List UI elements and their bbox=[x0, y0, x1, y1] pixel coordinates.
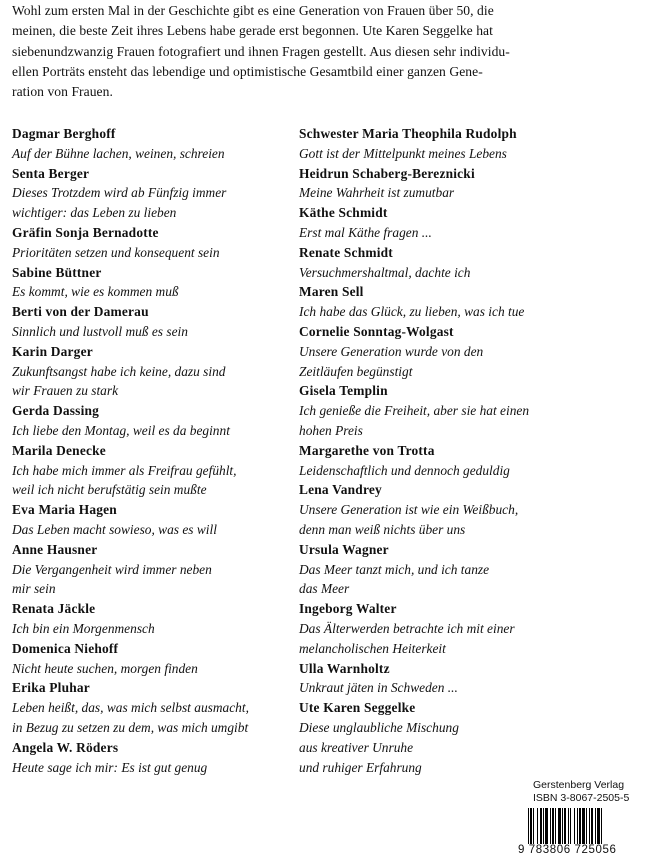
contributor-name: Margarethe von Trotta bbox=[299, 442, 435, 458]
contributor-quote bbox=[299, 302, 644, 322]
quote-line: Heute sage ich mir: Es ist gut genug bbox=[12, 759, 208, 775]
contributor-quote bbox=[12, 322, 292, 342]
quote-line: weil ich nicht berufstätig sein mußte bbox=[12, 482, 207, 498]
contributor-entry bbox=[299, 659, 644, 699]
quote-line: Unkraut jäten in Schweden ... bbox=[299, 680, 458, 696]
contributor-entry bbox=[12, 302, 292, 342]
contributor-quote bbox=[12, 698, 292, 738]
contributor-quote bbox=[299, 560, 644, 600]
quote-line: Unsere Generation ist wie ein Weißbuch, bbox=[299, 502, 519, 518]
quote-line: Es kommt, wie es kommen muß bbox=[12, 284, 179, 300]
right-column bbox=[299, 124, 644, 777]
contributor-name: Gräfin Sonja Bernadotte bbox=[12, 224, 159, 240]
contributor-name: Gerda Dassing bbox=[12, 403, 100, 419]
quote-line: Ich liebe den Montag, weil es da beginnt bbox=[12, 422, 230, 438]
contributor-name: Sabine Büttner bbox=[12, 264, 102, 280]
publisher-block bbox=[533, 779, 629, 805]
quote-line: denn man weiß nichts über uns bbox=[299, 521, 466, 537]
contributor-name: Schwester Maria Theophila Rudolph bbox=[299, 126, 517, 141]
contributor-name: Domenica Niehoff bbox=[12, 640, 119, 656]
quote-line: und ruhiger Erfahrung bbox=[299, 759, 422, 775]
contributor-entry bbox=[12, 639, 292, 679]
barcode-digits: 9 783806 725056 bbox=[518, 844, 646, 857]
quote-line: das Meer bbox=[299, 581, 350, 597]
quote-line: mir sein bbox=[12, 581, 56, 597]
contributor-quote bbox=[12, 619, 292, 639]
quote-line: wir Frauen zu stark bbox=[12, 383, 119, 399]
contributor-entry bbox=[299, 203, 644, 243]
contributor-entry bbox=[12, 223, 292, 263]
contributor-quote bbox=[299, 342, 644, 382]
quote-line: Ich habe mich immer als Freifrau gefühlt, bbox=[12, 462, 237, 478]
contributor-entry bbox=[12, 500, 292, 540]
quote-line: hohen Preis bbox=[299, 422, 363, 438]
quote-line: Nicht heute suchen, morgen finden bbox=[12, 660, 198, 676]
contributor-entry bbox=[299, 599, 644, 658]
quote-line: Diese unglaubliche Mischung bbox=[299, 719, 459, 735]
contributor-quote bbox=[299, 718, 644, 777]
quote-line: in Bezug zu setzen zu dem, was mich umgibt bbox=[12, 719, 249, 735]
contributor-name: Maren Sell bbox=[299, 284, 364, 300]
contributor-entry bbox=[299, 381, 644, 440]
contributor-name: Erika Pluhar bbox=[12, 680, 90, 696]
quote-line: Dieses Trotzdem wird ab Fünfzig immer bbox=[12, 185, 227, 201]
contributor-entry bbox=[299, 124, 644, 164]
quote-line: Ich habe das Glück, zu lieben, was ich tue bbox=[299, 304, 525, 320]
left-column bbox=[12, 124, 292, 777]
contributor-entry bbox=[12, 678, 292, 737]
contributor-name: Berti von der Damerau bbox=[12, 304, 149, 320]
contributor-entry bbox=[12, 441, 292, 500]
contributor-entry bbox=[299, 164, 644, 204]
contributor-quote bbox=[299, 223, 644, 243]
contributor-entry bbox=[299, 282, 644, 322]
contributor-name: Ulla Warnholtz bbox=[299, 660, 390, 676]
quote-line: Sinnlich und lustvoll muß es sein bbox=[12, 323, 188, 339]
quote-line: Prioritäten setzen und konsequent sein bbox=[12, 244, 220, 260]
contributor-name: Cornelie Sonntag-Wolgast bbox=[299, 323, 454, 339]
quote-line: Meine Wahrheit ist zumutbar bbox=[299, 185, 455, 201]
publisher-name: Gerstenberg Verlag bbox=[533, 779, 625, 791]
contributor-name: Karin Darger bbox=[12, 343, 93, 359]
quote-line: Das Älterwerden betrachte ich mit einer bbox=[299, 620, 515, 636]
contributor-quote bbox=[12, 243, 292, 263]
contributor-name: Lena Vandrey bbox=[299, 482, 382, 498]
quote-line: Leben heißt, das, was mich selbst ausmacht, bbox=[12, 700, 249, 716]
contributor-quote bbox=[299, 619, 644, 659]
quote-line: Zukunftsangst habe ich keine, dazu sind bbox=[12, 363, 226, 379]
intro-line: ellen Porträts ensteht das lebendige und optimistische Gesamtbild einer ganzen Gene- bbox=[12, 63, 483, 79]
barcode bbox=[518, 808, 646, 856]
contributor-quote bbox=[12, 758, 292, 778]
quote-line: melancholischen Heiterkeit bbox=[299, 640, 446, 656]
contributor-quote bbox=[12, 282, 292, 302]
quote-line: Das Leben macht sowieso, was es will bbox=[12, 521, 217, 537]
intro-line: meinen, die beste Zeit ihres Lebens habe gerade erst begonnen. Ute Karen Seggelke hat bbox=[12, 23, 493, 39]
contributor-quote bbox=[12, 362, 292, 402]
contributor-entry bbox=[12, 401, 292, 441]
isbn-text: ISBN 3-8067-2505-5 bbox=[533, 792, 630, 804]
contributor-quote bbox=[12, 520, 292, 540]
quote-line: Gott ist der Mittelpunkt meines Lebens bbox=[299, 145, 507, 161]
contributor-entry bbox=[299, 540, 644, 599]
contributor-quote bbox=[12, 560, 292, 600]
contributor-name: Renata Jäckle bbox=[12, 601, 96, 617]
contributor-name: Heidrun Schaberg-Bereznicki bbox=[299, 165, 475, 181]
contributor-quote bbox=[12, 659, 292, 679]
quote-line: wichtiger: das Leben zu lieben bbox=[12, 205, 177, 221]
intro-paragraph bbox=[12, 1, 644, 102]
contributor-quote bbox=[299, 183, 644, 203]
contributor-quote bbox=[299, 263, 644, 283]
contributor-name: Ursula Wagner bbox=[299, 541, 389, 557]
contributor-name: Marila Denecke bbox=[12, 442, 106, 458]
contributor-entry bbox=[12, 342, 292, 401]
quote-line: Versuchmershaltmal, dachte ich bbox=[299, 264, 471, 280]
contributor-name: Ute Karen Seggelke bbox=[299, 700, 416, 716]
quote-line: Ich genieße die Freiheit, aber sie hat einen bbox=[299, 403, 530, 419]
contributor-name: Renate Schmidt bbox=[299, 244, 393, 260]
contributor-quote bbox=[299, 678, 644, 698]
quote-line: Erst mal Käthe fragen ... bbox=[299, 224, 432, 240]
contributor-name: Senta Berger bbox=[12, 165, 90, 181]
contributor-name: Käthe Schmidt bbox=[299, 205, 388, 221]
intro-line: Wohl zum ersten Mal in der Geschichte gibt es eine Generation von Frauen über 50, die bbox=[12, 3, 494, 18]
quote-line: aus kreativer Unruhe bbox=[299, 739, 414, 755]
contributor-name: Angela W. Röders bbox=[12, 739, 119, 755]
contributor-name: Anne Hausner bbox=[12, 541, 98, 557]
contributor-entry bbox=[12, 124, 292, 164]
intro-line: ration von Frauen. bbox=[12, 84, 113, 100]
contributor-quote bbox=[299, 461, 644, 481]
contributor-name: Dagmar Berghoff bbox=[12, 126, 116, 141]
quote-line: Auf der Bühne lachen, weinen, schreien bbox=[12, 145, 225, 161]
contributor-name: Eva Maria Hagen bbox=[12, 502, 117, 518]
quote-line: Unsere Generation wurde von den bbox=[299, 343, 484, 359]
contributor-entry bbox=[12, 164, 292, 223]
contributor-quote bbox=[299, 144, 644, 164]
contributor-quote bbox=[299, 500, 644, 540]
contributor-entry bbox=[12, 263, 292, 303]
contributor-name: Gisela Templin bbox=[299, 383, 388, 399]
contributor-entry bbox=[299, 441, 644, 481]
contributor-entry bbox=[12, 540, 292, 599]
quote-line: Ich bin ein Morgenmensch bbox=[12, 620, 155, 636]
quote-line: Das Meer tanzt mich, und ich tanze bbox=[299, 561, 490, 577]
contributor-entry bbox=[299, 698, 644, 777]
quote-line: Leidenschaftlich und dennoch geduldig bbox=[299, 462, 510, 478]
intro-line: siebenundzwanzig Frauen fotografiert und ihnen Fragen gestellt. Aus diesen sehr individu- bbox=[12, 43, 510, 59]
quote-line: Zeitläufen begünstigt bbox=[299, 363, 413, 379]
contributor-name: Ingeborg Walter bbox=[299, 601, 397, 617]
contributor-quote bbox=[12, 421, 292, 441]
contributor-entry bbox=[299, 243, 644, 283]
contributor-quote bbox=[12, 461, 292, 501]
contributor-quote bbox=[299, 401, 644, 441]
contributor-entry bbox=[12, 599, 292, 639]
contributor-quote bbox=[12, 144, 292, 164]
contributor-entry bbox=[299, 322, 644, 381]
contributor-entry bbox=[12, 738, 292, 778]
quote-line: Die Vergangenheit wird immer neben bbox=[12, 561, 212, 577]
contributor-entry bbox=[299, 480, 644, 539]
contributor-quote bbox=[12, 183, 292, 223]
